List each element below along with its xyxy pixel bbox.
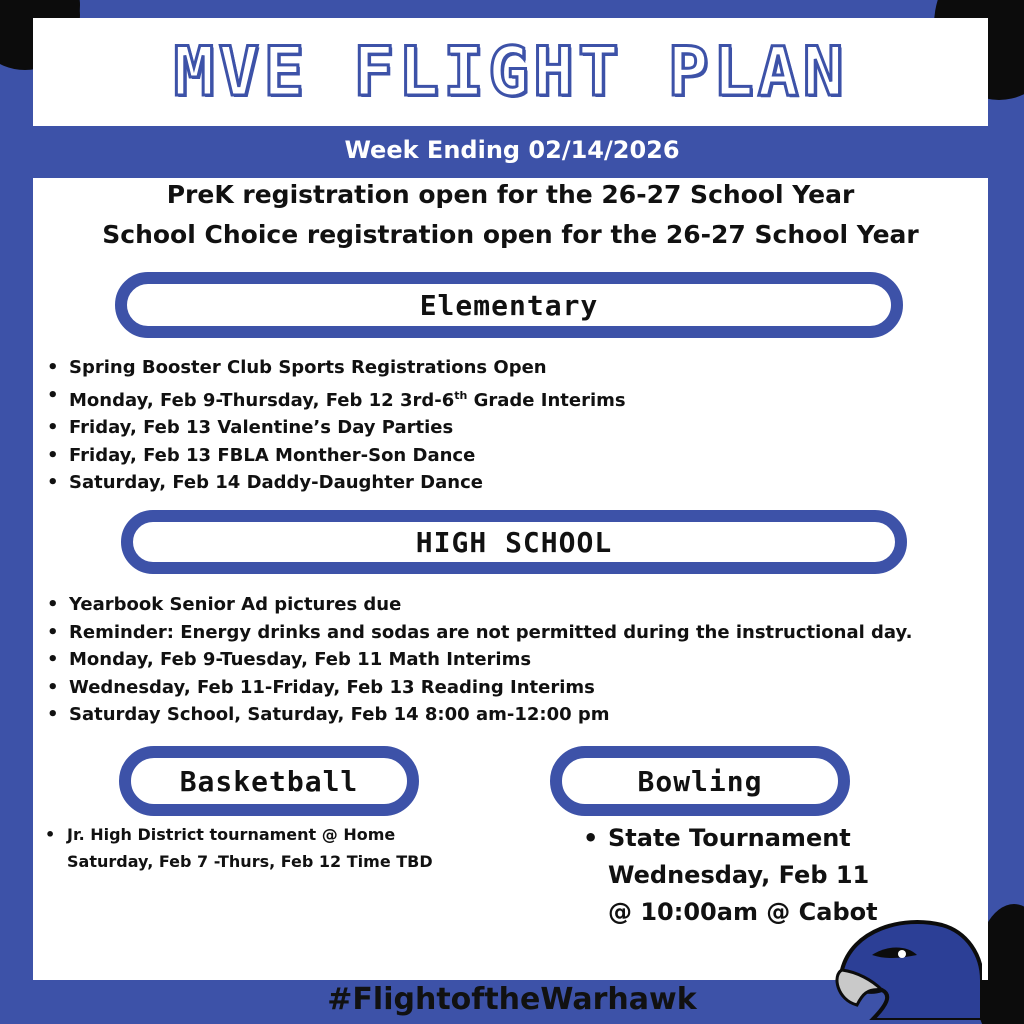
list-item: • Reminder: Energy drinks and sodas are not permitted during the instructional day. bbox=[47, 619, 912, 647]
high-school-heading: HIGH SCHOOL bbox=[415, 525, 613, 559]
list-item: • Monday, Feb 9-Tuesday, Feb 11 Math Interims bbox=[47, 646, 912, 674]
announcement-school-choice: School Choice registration open for the 26-27 School Year bbox=[102, 220, 919, 249]
bowling-heading-pill bbox=[550, 746, 850, 816]
footer-hashtag: #FlightoftheWarhawk bbox=[327, 982, 697, 1017]
title-banner bbox=[33, 18, 988, 126]
list-item: • Jr. High District tournament @ Home Saturday, Feb 7 -Thurs, Feb 12 Time TBD bbox=[45, 821, 445, 875]
list-item: • Yearbook Senior Ad pictures due bbox=[47, 591, 912, 619]
announcement-prek: PreK registration open for the 26-27 School Year bbox=[166, 180, 855, 209]
basketball-heading-pill bbox=[119, 746, 419, 816]
content-panel bbox=[33, 178, 988, 980]
list-item: • State Tournament Wednesday, Feb 11 @ 10:00am @ Cabot bbox=[583, 820, 883, 931]
high-school-heading-pill bbox=[121, 510, 907, 574]
elementary-heading-pill bbox=[115, 272, 903, 338]
elementary-heading: Elementary bbox=[419, 288, 599, 322]
week-ending-label: Week Ending 02/14/2026 bbox=[344, 136, 680, 164]
bowling-heading: Bowling bbox=[637, 764, 763, 798]
list-item: • Monday, Feb 9-Thursday, Feb 12 3rd-6th Grade Interims bbox=[47, 382, 626, 415]
page-title: MVE FLIGHT PLAN bbox=[173, 32, 848, 112]
high-school-list bbox=[47, 591, 912, 729]
list-item: • Friday, Feb 13 Valentine’s Day Parties bbox=[47, 414, 626, 442]
list-item: • Wednesday, Feb 11-Friday, Feb 13 Reading Interims bbox=[47, 674, 912, 702]
basketball-heading: Basketball bbox=[179, 764, 359, 798]
list-item: • Friday, Feb 13 FBLA Monther-Son Dance bbox=[47, 442, 626, 470]
list-item: • Saturday School, Saturday, Feb 14 8:00 am-12:00 pm bbox=[47, 701, 912, 729]
basketball-list bbox=[45, 821, 445, 875]
list-item: • Saturday, Feb 14 Daddy-Daughter Dance bbox=[47, 469, 626, 497]
list-item: • Spring Booster Club Sports Registrations Open bbox=[47, 354, 626, 382]
elementary-list bbox=[47, 354, 626, 497]
